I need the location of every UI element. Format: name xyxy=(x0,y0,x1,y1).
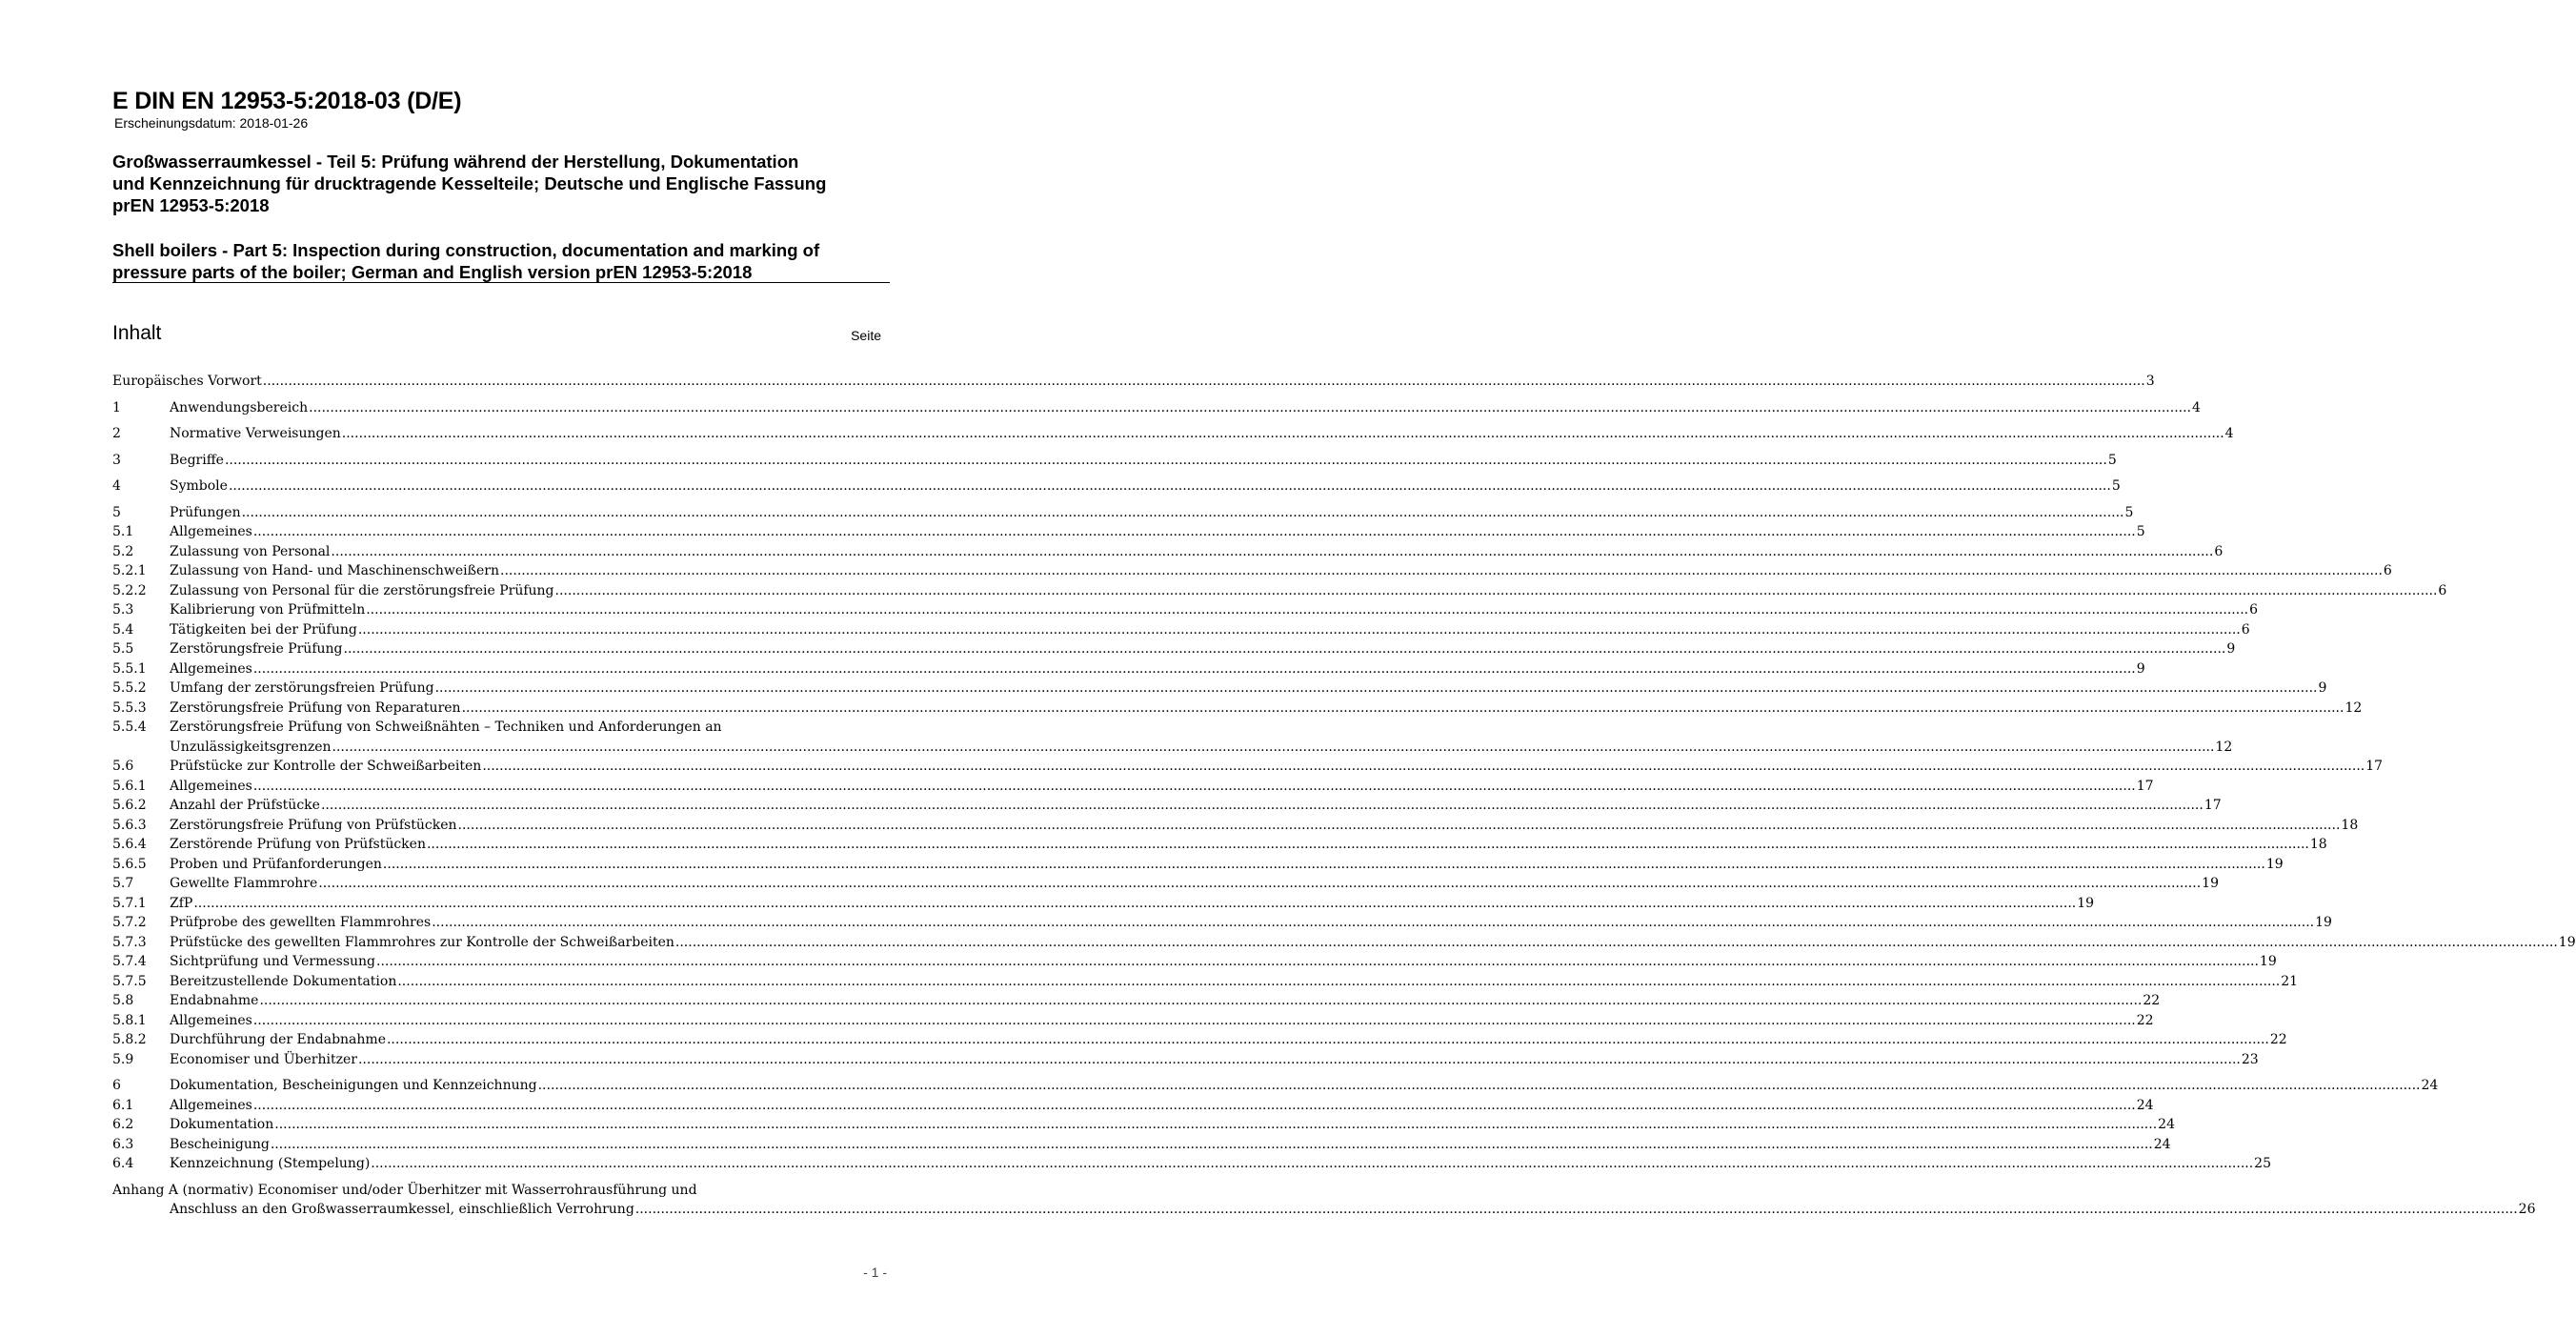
page-number: - 1 - xyxy=(863,1265,887,1280)
toc-dot-leader xyxy=(253,659,2136,679)
toc-entry-number: 5.5.3 xyxy=(112,699,147,716)
toc-entry[interactable] xyxy=(112,451,2117,471)
toc-entry[interactable] xyxy=(112,1011,2154,1031)
toc-entry[interactable] xyxy=(112,476,2121,496)
toc-entry-page: 5 xyxy=(2136,524,2145,539)
toc-entry[interactable] xyxy=(112,1050,2259,1070)
toc-entry-page: 24 xyxy=(2136,1097,2154,1113)
toc-entry[interactable] xyxy=(112,372,2155,392)
toc-entry[interactable] xyxy=(112,991,2161,1011)
document-number: E DIN EN 12953-5:2018-03 (D/E) xyxy=(112,88,462,114)
toc-entry[interactable] xyxy=(112,1200,2536,1220)
toc-dot-leader xyxy=(253,1096,2136,1116)
toc-entry-page: 6 xyxy=(2249,602,2259,618)
toc-entry-page: 19 xyxy=(2202,876,2219,891)
toc-entry[interactable] xyxy=(112,620,2250,640)
toc-entry-page: 9 xyxy=(2226,641,2236,657)
toc-entry-title: ZfP xyxy=(170,895,193,911)
toc-entry-number: 5.4 xyxy=(112,621,134,638)
toc-dot-leader xyxy=(427,835,2309,855)
toc-entry[interactable] xyxy=(112,972,2299,992)
toc-dot-leader xyxy=(263,372,2145,392)
toc-entry-title: Begriffe xyxy=(170,452,224,468)
toc-entry-page: 5 xyxy=(2124,504,2134,520)
toc-entry-number: 5.5.1 xyxy=(112,660,147,677)
toc-entry[interactable] xyxy=(112,1030,2287,1050)
toc-dot-leader xyxy=(635,1200,2518,1220)
toc-entry-title: Europäisches Vorwort xyxy=(112,374,262,389)
toc-entry-number: 5.7.3 xyxy=(112,934,147,950)
toc-entry-page: 22 xyxy=(2269,1032,2287,1047)
toc-entry-number: 5.3 xyxy=(112,602,134,618)
toc-entry-page: 22 xyxy=(2143,993,2161,1008)
toc-dot-leader xyxy=(358,1050,2241,1070)
toc-entry-number: 5.2.2 xyxy=(112,582,147,598)
toc-entry-title: Kennzeichnung (Stempelung) xyxy=(170,1156,371,1171)
toc-dot-leader xyxy=(376,952,2259,972)
toc-entry[interactable] xyxy=(112,757,2384,777)
toc-dot-leader xyxy=(358,620,2241,640)
toc-entry-title: Durchführung der Endabnahme xyxy=(170,1032,386,1047)
toc-dot-leader xyxy=(344,639,2226,659)
toc-entry-number: 5.2.1 xyxy=(112,563,147,578)
toc-entry-title: Prüfungen xyxy=(170,504,241,520)
toc-dot-leader xyxy=(387,1030,2269,1050)
toc-entry-number: 6 xyxy=(112,1078,121,1093)
title-german-line: prEN 12953-5:2018 xyxy=(112,195,270,215)
toc-entry-number: 6.3 xyxy=(112,1136,134,1152)
toc-dot-leader xyxy=(432,913,2314,933)
toc-entry-page: 22 xyxy=(2136,1012,2154,1028)
toc-dot-leader xyxy=(435,679,2318,699)
toc-entry-title: Tätigkeiten bei der Prüfung xyxy=(170,621,357,638)
toc-entry[interactable] xyxy=(112,1135,2171,1155)
toc-entry-title: Zulassung von Personal xyxy=(170,543,331,559)
toc-dot-leader xyxy=(253,522,2136,542)
toc-dot-leader xyxy=(458,816,2341,836)
toc-entry-number: 5.5.4 xyxy=(112,719,147,735)
toc-dot-leader xyxy=(271,1135,2153,1155)
toc-entry-title: Anwendungsbereich xyxy=(170,399,309,415)
toc-entry-page: 6 xyxy=(2241,621,2250,638)
toc-entry-title: Zulassung von Hand- und Maschinenschweißern xyxy=(170,563,500,578)
toc-entry-number: 5.6.2 xyxy=(112,798,147,813)
toc-entry-number: 5.7.2 xyxy=(112,915,147,930)
toc-entry-page: 23 xyxy=(2241,1051,2259,1067)
toc-entry-title: Gewellte Flammrohre xyxy=(170,876,318,891)
toc-entry-title: Unzulässigkeitsgrenzen xyxy=(170,739,332,755)
toc-entry[interactable] xyxy=(112,1115,2175,1135)
toc-entry-page: 21 xyxy=(2281,973,2299,989)
toc-entry[interactable] xyxy=(112,777,2154,797)
toc-entry-page: 4 xyxy=(2192,399,2201,415)
toc-entry[interactable] xyxy=(112,398,2201,418)
toc-entry-page: 24 xyxy=(2153,1136,2171,1152)
toc-entry-number: 5.8.1 xyxy=(112,1012,147,1028)
toc-entry-number: 5.5 xyxy=(112,641,134,657)
toc-entry-number: 6.2 xyxy=(112,1117,134,1132)
table-of-contents xyxy=(112,372,2576,1220)
toc-entry-title-line xyxy=(112,718,886,738)
toc-entry-number: 5.8.2 xyxy=(112,1032,147,1047)
toc-entry-title: Kalibrierung von Prüfmitteln xyxy=(170,602,366,618)
toc-entry-title: Proben und Prüfanforderungen xyxy=(170,856,382,872)
toc-entry-title: Bereitzustellende Dokumentation xyxy=(170,973,397,989)
toc-entry[interactable] xyxy=(112,561,2392,581)
toc-entry[interactable] xyxy=(112,1154,2271,1174)
toc-entry-page: 17 xyxy=(2204,798,2222,813)
toc-entry-title: Allgemeines xyxy=(170,778,252,794)
toc-entry-number: 6.1 xyxy=(112,1097,134,1113)
toc-entry-title: Umfang der zerstörungsfreien Prüfung xyxy=(170,680,434,696)
toc-entry-page: 6 xyxy=(2214,543,2224,559)
toc-dot-leader xyxy=(500,561,2383,581)
toc-entry-number: 2 xyxy=(112,426,121,441)
toc-entry-page: 25 xyxy=(2254,1156,2271,1171)
toc-entry[interactable] xyxy=(112,581,2447,601)
toc-entry-title: Allgemeines xyxy=(170,1097,252,1113)
toc-entry[interactable] xyxy=(112,542,2224,562)
toc-dot-leader xyxy=(383,855,2265,875)
toc-entry-number: 1 xyxy=(112,399,121,415)
toc-dot-leader xyxy=(331,542,2213,562)
toc-dot-leader xyxy=(462,699,2345,719)
toc-dot-leader xyxy=(253,777,2136,797)
toc-entry[interactable] xyxy=(112,659,2145,679)
toc-entry-number: 5.1 xyxy=(112,524,134,539)
toc-entry[interactable] xyxy=(112,503,2134,523)
toc-entry[interactable] xyxy=(112,894,2095,914)
toc-entry-page: 24 xyxy=(2421,1078,2439,1093)
toc-entry-number: 5.7.1 xyxy=(112,895,147,911)
toc-entry[interactable] xyxy=(112,835,2327,855)
toc-entry[interactable] xyxy=(112,679,2327,699)
toc-entry-page: 3 xyxy=(2145,374,2155,389)
toc-entry-page: 6 xyxy=(2438,582,2447,598)
toc-entry[interactable] xyxy=(112,699,2363,719)
toc-entry[interactable] xyxy=(112,1076,2439,1096)
toc-entry[interactable] xyxy=(112,855,2284,875)
toc-dot-leader xyxy=(225,451,2107,471)
toc-entry-number: 5.2 xyxy=(112,543,134,559)
toc-entry-page: 19 xyxy=(2259,954,2277,969)
toc-entry-title: Allgemeines xyxy=(170,1012,252,1028)
toc-entry-page: 4 xyxy=(2224,426,2234,441)
toc-entry-page: 19 xyxy=(2265,856,2284,872)
toc-entry-page: 12 xyxy=(2345,699,2363,716)
toc-dot-leader xyxy=(371,1154,2253,1174)
toc-entry-number: 5.6.3 xyxy=(112,817,147,833)
toc-entry-page: 17 xyxy=(2136,778,2154,794)
toc-entry[interactable] xyxy=(112,600,2259,620)
toc-entry-title: Economiser und Überhitzer xyxy=(170,1051,357,1067)
toc-dot-leader xyxy=(321,796,2204,816)
toc-entry-title: Sichtprüfung und Vermessung xyxy=(170,954,376,969)
toc-dot-leader xyxy=(318,874,2201,894)
toc-entry-title: Anhang A (normativ) Economiser und/oder Überhitzer mit Wasserrohrausführung und xyxy=(112,1182,697,1198)
toc-entry-title: Bescheinigung xyxy=(170,1136,270,1152)
toc-entry-page: 19 xyxy=(2077,895,2095,911)
toc-entry[interactable] xyxy=(112,874,2219,894)
toc-entry-title: Endabnahme xyxy=(170,993,259,1008)
title-english xyxy=(112,239,892,283)
toc-dot-leader xyxy=(259,991,2142,1011)
publication-date: Erscheinungsdatum: 2018-01-26 xyxy=(114,115,309,131)
toc-entry-number: 6.4 xyxy=(112,1156,134,1171)
toc-entry-page: 24 xyxy=(2158,1117,2175,1132)
toc-dot-leader xyxy=(309,398,2191,418)
toc-entry-number: 5.7.5 xyxy=(112,973,147,989)
toc-dot-leader xyxy=(253,1011,2136,1031)
toc-entry[interactable] xyxy=(112,738,2233,758)
toc-entry-title: Prüfstücke zur Kontrolle der Schweißarbeiten xyxy=(170,759,482,774)
toc-entry-title: Zerstörungsfreie Prüfung von Schweißnähten – Techniken und Anforderungen an xyxy=(170,719,722,735)
toc-entry-page: 12 xyxy=(2215,739,2233,755)
toc-entry[interactable] xyxy=(112,816,2359,836)
toc-entry-number: 5.6.4 xyxy=(112,837,147,852)
toc-page-label: Seite xyxy=(851,328,881,343)
toc-entry[interactable] xyxy=(112,522,2145,542)
title-english-line: Shell boilers - Part 5: Inspection during construction, documentation and marking of xyxy=(112,240,820,260)
toc-entry-page: 9 xyxy=(2318,680,2327,696)
toc-dot-leader xyxy=(229,476,2111,496)
toc-dot-leader xyxy=(193,894,2076,914)
toc-entry-number: 5.8 xyxy=(112,993,134,1008)
toc-dot-leader xyxy=(538,1076,2421,1096)
toc-entry-title: Prüfprobe des gewellten Flammrohres xyxy=(170,915,432,930)
toc-entry-title-line xyxy=(112,1181,886,1201)
toc-entry-page: 5 xyxy=(2111,478,2121,494)
toc-entry-page: 6 xyxy=(2383,563,2392,578)
toc-entry-number: 5.9 xyxy=(112,1051,134,1067)
toc-entry-number: 5.6.5 xyxy=(112,856,147,872)
toc-heading: Inhalt xyxy=(112,322,162,344)
toc-entry-title: Allgemeines xyxy=(170,524,252,539)
toc-dot-leader xyxy=(482,757,2365,777)
toc-entry[interactable] xyxy=(112,952,2277,972)
title-german-line: und Kennzeichnung für drucktragende Kesselteile; Deutsche und Englische Fassung xyxy=(112,173,827,193)
toc-entry-number: 4 xyxy=(112,478,121,494)
toc-entry-number: 5.7 xyxy=(112,876,134,891)
toc-entry-number: 3 xyxy=(112,452,121,468)
toc-entry[interactable] xyxy=(112,1096,2154,1116)
toc-entry-page: 19 xyxy=(2558,934,2576,950)
toc-entry-title: Anzahl der Prüfstücke xyxy=(170,798,320,813)
toc-entry-title: Anschluss an den Großwasserraumkessel, einschließlich Verrohrung xyxy=(170,1202,634,1217)
toc-entry-number: 5.7.4 xyxy=(112,954,147,969)
toc-entry[interactable] xyxy=(112,913,2332,933)
toc-entry-title: Normative Verweisungen xyxy=(170,426,341,441)
toc-entry-page: 26 xyxy=(2518,1202,2536,1217)
toc-entry-page: 19 xyxy=(2315,915,2332,930)
toc-entry-number: 5.5.2 xyxy=(112,680,147,696)
toc-entry-title: Prüfstücke des gewellten Flammrohres zur Kontrolle der Schweißarbeiten xyxy=(170,934,674,950)
toc-dot-leader xyxy=(675,933,2558,953)
toc-dot-leader xyxy=(332,738,2215,758)
title-german xyxy=(112,151,892,216)
toc-dot-leader xyxy=(342,424,2224,444)
toc-entry-page: 17 xyxy=(2365,759,2384,774)
toc-entry-title: Allgemeines xyxy=(170,660,252,677)
toc-entry-title: Dokumentation, Bescheinigungen und Kennzeichnung xyxy=(170,1078,537,1093)
toc-entry-title: Zerstörungsfreie Prüfung von Reparaturen xyxy=(170,699,461,716)
toc-dot-leader xyxy=(555,581,2438,601)
toc-dot-leader xyxy=(242,503,2124,523)
toc-entry[interactable] xyxy=(112,796,2222,816)
title-german-line: Großwasserraumkessel - Teil 5: Prüfung während der Herstellung, Dokumentation xyxy=(112,152,799,172)
title-divider xyxy=(112,282,890,283)
toc-entry-page: 5 xyxy=(2107,452,2117,468)
toc-dot-leader xyxy=(366,600,2248,620)
toc-entry-title: Symbole xyxy=(170,478,228,494)
toc-entry-title: Zulassung von Personal für die zerstörungsfreie Prüfung xyxy=(170,582,554,598)
toc-entry-title: Zerstörende Prüfung von Prüfstücken xyxy=(170,837,426,852)
toc-entry-number: 5 xyxy=(112,504,121,520)
toc-entry-title: Zerstörungsfreie Prüfung von Prüfstücken xyxy=(170,817,457,833)
toc-dot-leader xyxy=(397,972,2280,992)
toc-entry[interactable] xyxy=(112,933,2576,953)
toc-entry-page: 9 xyxy=(2136,660,2145,677)
title-english-line: pressure parts of the boiler; German and English version prEN 12953-5:2018 xyxy=(112,262,753,282)
toc-entry-title: Dokumentation xyxy=(170,1117,274,1132)
toc-entry[interactable] xyxy=(112,639,2236,659)
toc-entry-title: Zerstörungsfreie Prüfung xyxy=(170,641,343,657)
toc-entry-page: 18 xyxy=(2341,817,2359,833)
toc-entry-number: 5.6.1 xyxy=(112,778,147,794)
toc-entry-page: 18 xyxy=(2309,837,2327,852)
toc-entry-number: 5.6 xyxy=(112,759,134,774)
toc-dot-leader xyxy=(274,1115,2157,1135)
toc-entry[interactable] xyxy=(112,424,2234,444)
